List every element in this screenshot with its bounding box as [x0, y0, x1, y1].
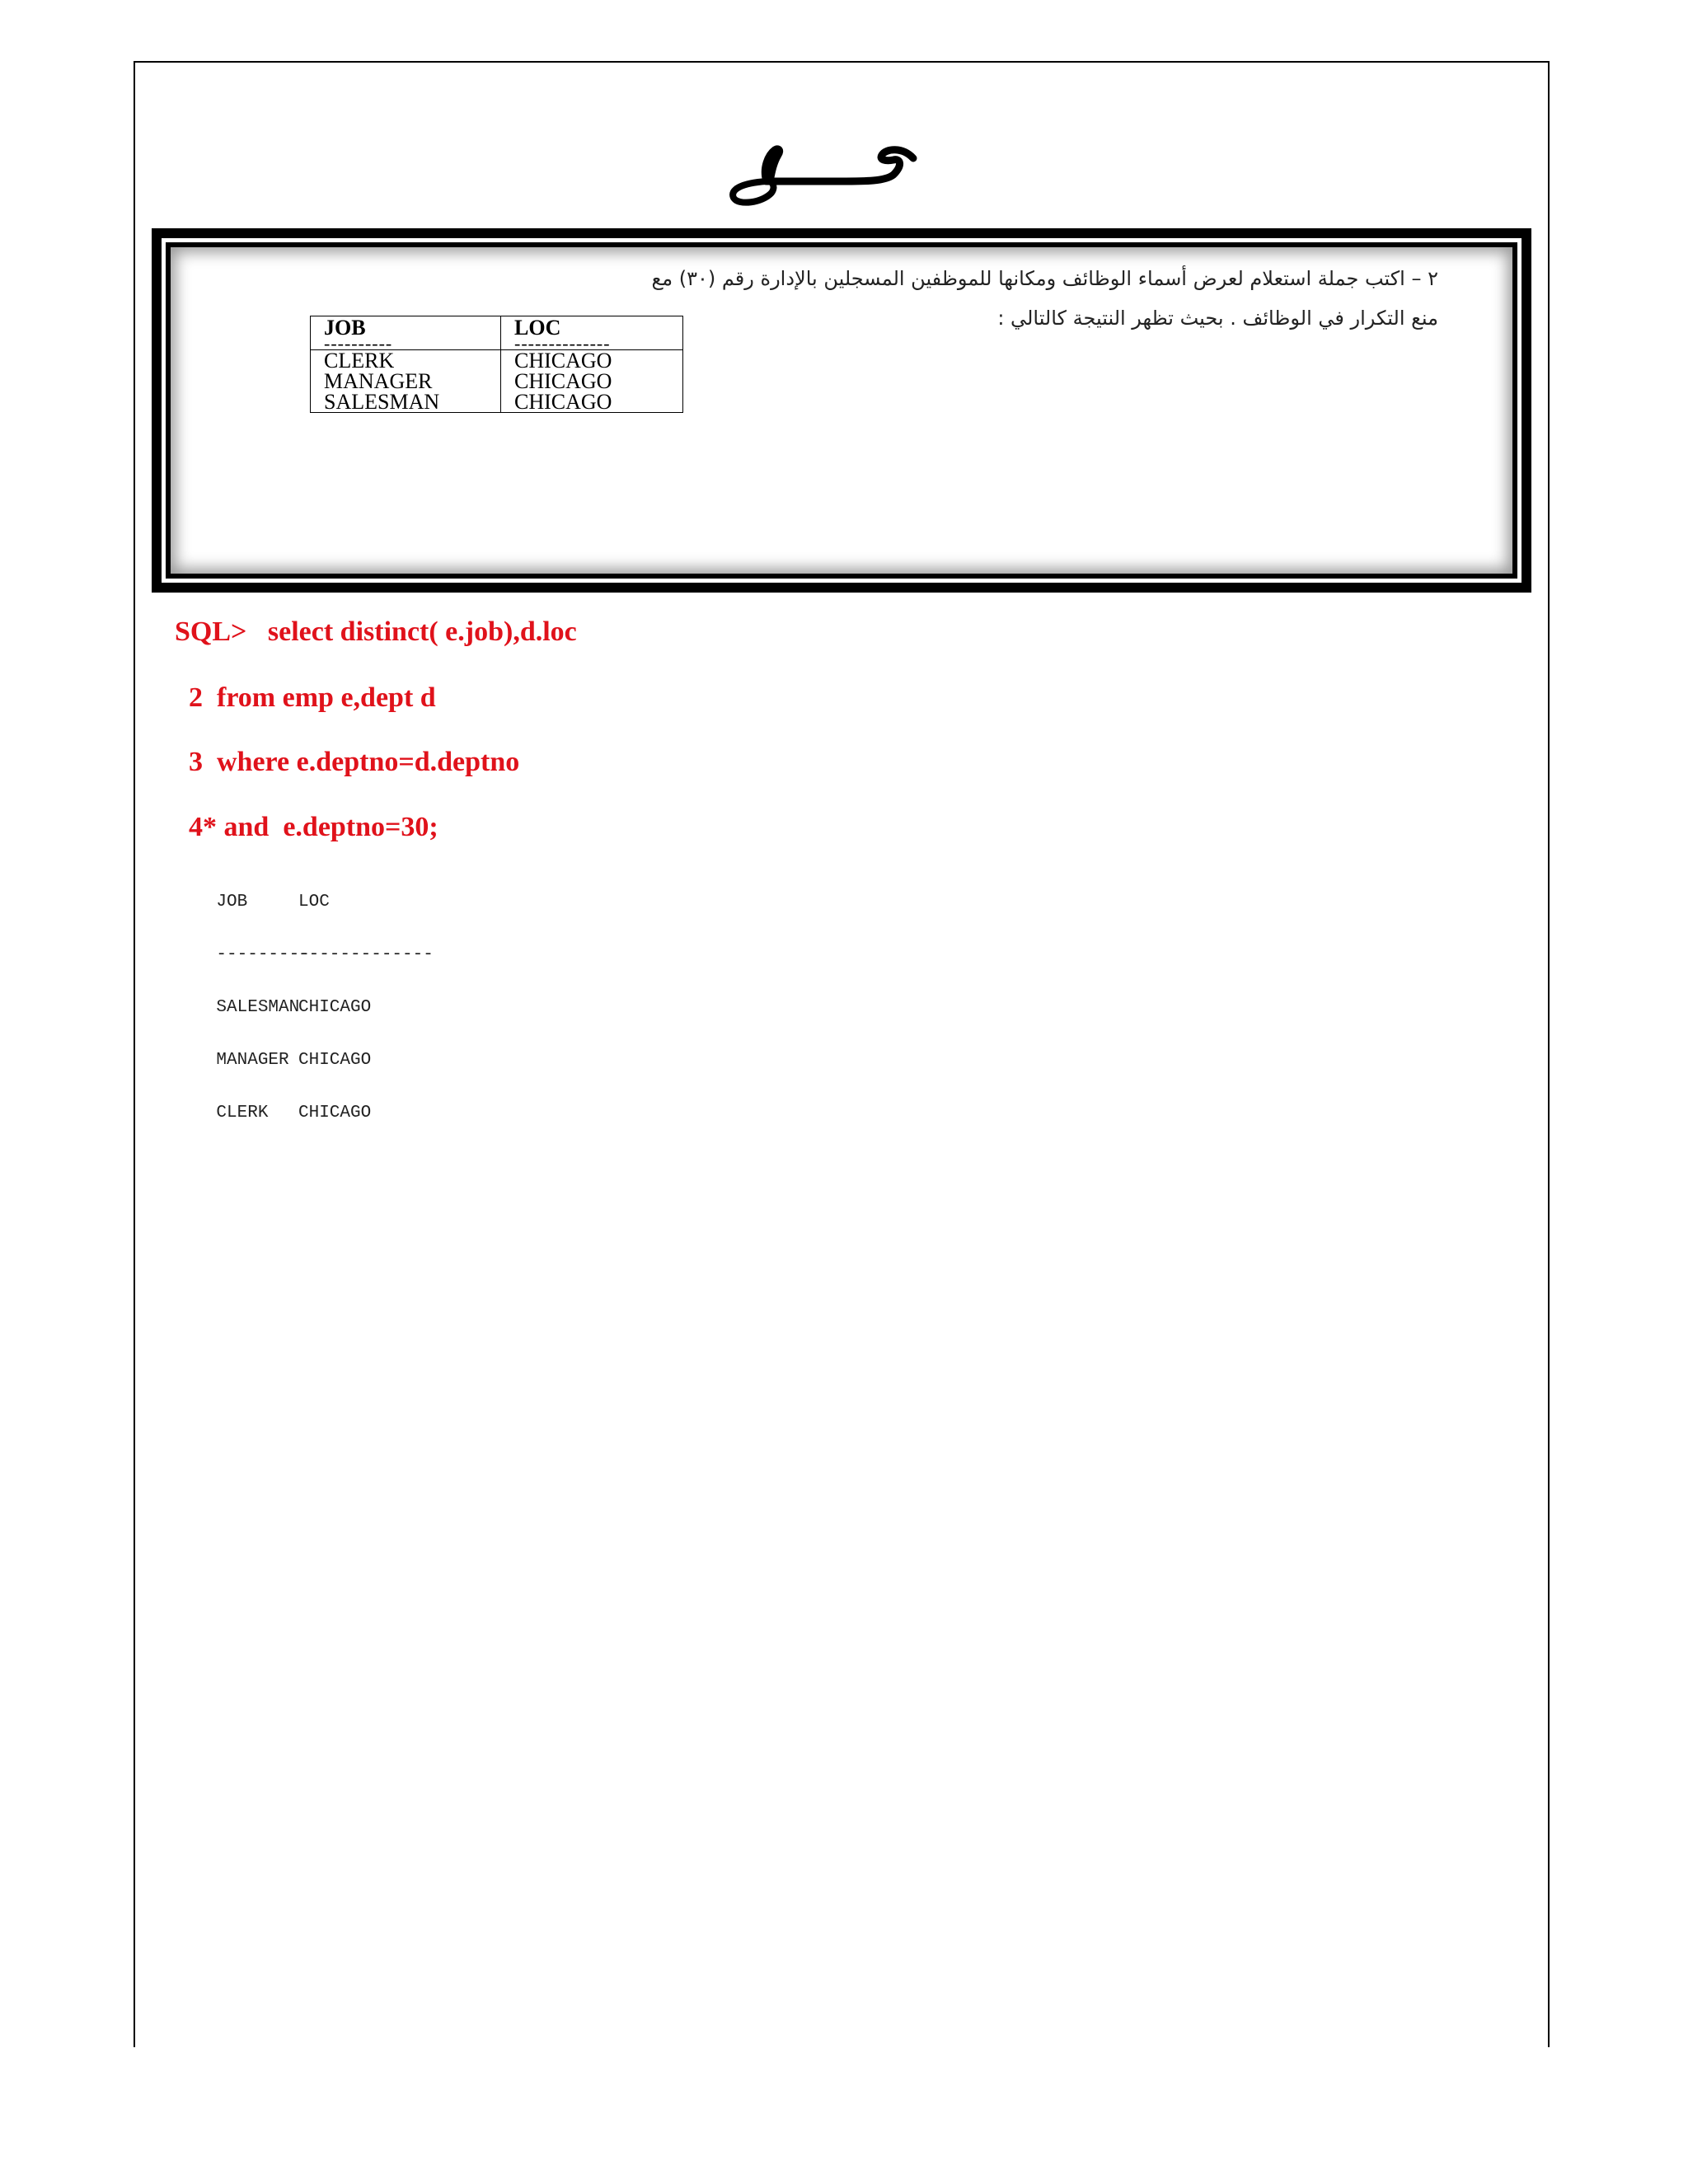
result-dash-row: --------- -------------	[216, 945, 434, 964]
table-header-job: JOB ----------	[311, 316, 501, 350]
sql-line-2: 2 from emp e,dept d	[175, 682, 436, 713]
table-header-loc: LOC --------------	[501, 316, 683, 350]
result-header-row: JOB LOC	[216, 893, 330, 912]
table-cell: CHICAGO	[514, 349, 612, 373]
result-row: MANAGER CHICAGO	[216, 1051, 372, 1070]
question-box	[152, 228, 1531, 593]
table-column-loc	[501, 350, 683, 413]
table-cell: CHICAGO	[514, 390, 612, 414]
sql-line-3: 3 where e.deptno=d.deptno	[175, 747, 520, 777]
table-cell: CLERK	[324, 349, 395, 373]
table-column-job	[311, 350, 501, 413]
calligraphy-heading-icon	[717, 132, 923, 206]
question-line-2: منع التكرار في الوظائف . بحيث تظهر النتيجة كالتالي :	[997, 307, 1438, 330]
result-row: SALESMAN CHICAGO	[216, 998, 372, 1017]
table-cell: SALESMAN	[324, 390, 440, 414]
sample-result-table	[310, 316, 683, 413]
sql-line-1: SQL> select distinct( e.job),d.loc	[175, 616, 577, 647]
table-cell: MANAGER	[324, 369, 433, 393]
result-row: CLERK CHICAGO	[216, 1104, 372, 1122]
question-line-1: ٢ – اكتب جملة استعلام لعرض أسماء الوظائف ومكانها للموظفين المسجلين بالإدارة رقم (٣٠) مع	[651, 267, 1438, 290]
table-cell: CHICAGO	[514, 369, 612, 393]
sql-line-4: 4* and e.deptno=30;	[175, 812, 438, 842]
